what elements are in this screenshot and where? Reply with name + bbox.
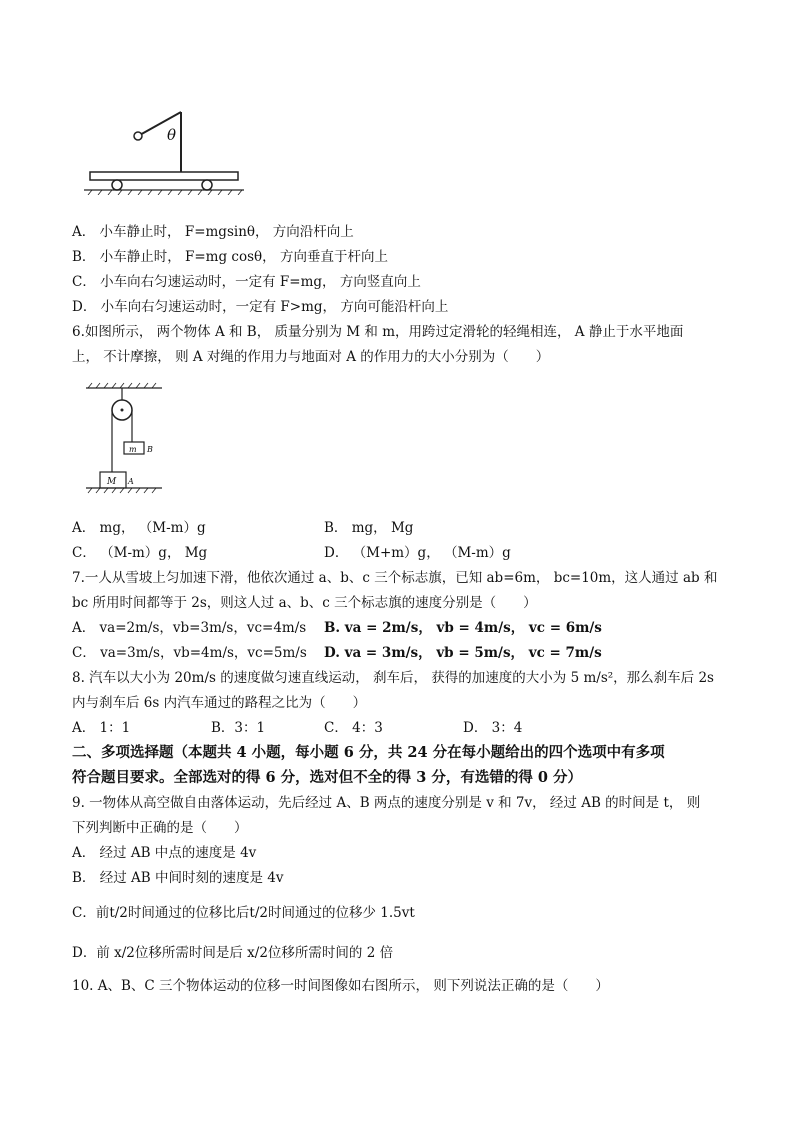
q7-option-c: C． va=3m/s，vb=4m/s，vc=5m/s [72,645,307,661]
block-b-name-label: B [147,445,153,454]
q8-stem-line1: 8. 汽车以大小为 20m/s 的速度做匀速直线运动， 刹车后， 获得的加速度的大小为 5 m/s²，那么刹车后 2s [72,670,714,686]
q8-option-a: A． 1：1 [72,720,131,736]
q8-option-c: C． 4：3 [324,720,383,736]
q8-stem-line2: 内与刹车后 6s 内汽车通过的路程之比为（ ） [72,695,367,711]
q6-option-c: C． （M-m）g， Mg [72,545,208,561]
q7-option-b: B. va = 2m/s， vb = 4m/s， vc = 6m/s [324,620,602,636]
q9-stem-line1: 9. 一物体从高空做自由落体运动，先后经过 A、B 两点的速度分别是 v 和 7v， 经过 AB 的时间是 t， 则 [72,795,701,811]
block-b-mass-label: m [129,445,137,454]
q9-option-a: A． 经过 AB 中点的速度是 4v [72,845,257,861]
pulley-figure [84,380,164,495]
q9-stem-line2: 下列判断中正确的是（ ） [72,820,248,836]
cart-rod-figure [82,100,252,195]
q8-option-b: B．3：1 [211,720,266,736]
q7-stem-line2: bc 所用时间都等于 2s，则这人过 a、b、c 三个标志旗的速度分别是（ ） [72,595,537,611]
q9-option-b: B． 经过 AB 中间时刻的速度是 4v [72,870,284,886]
q10-stem: 10. A、B、C 三个物体运动的位移一时间图像如右图所示， 则下列说法正确的是（ ） [72,978,609,994]
q9-option-d: D．前 x/2位移所需时间是后 x/2位移所需时间的 2 倍 [72,945,394,961]
q9-option-c: C．前t/2时间通过的位移比后t/2时间通过的位移少 1.5vt [72,905,415,921]
q6-option-a: A． mg， （M-m）g [72,520,206,536]
block-a-name-label: A [128,477,134,486]
theta-label: θ [167,126,177,144]
q6-option-d: D． （M+m）g， （M-m）g [324,545,511,561]
q8-option-d: D． 3：4 [463,720,523,736]
q5-option-b: B． 小车静止时， F=mg cosθ， 方向垂直于杆向上 [72,249,388,265]
q7-option-d: D. va = 3m/s， vb = 5m/s， vc = 7m/s [324,645,602,661]
q6-stem-line2: 上， 不计摩擦， 则 A 对绳的作用力与地面对 A 的作用力的大小分别为（ ） [72,349,550,365]
block-a-mass-label: M [107,477,117,487]
section-heading-line2: 符合题目要求。全部选对的得 6 分，选对但不全的得 3 分，有选错的得 0 分） [72,769,583,786]
q5-option-a: A． 小车静止时， F=mgsinθ， 方向沿杆向上 [72,224,354,240]
q7-option-a: A． va=2m/s，vb=3m/s，vc=4m/s [72,620,307,636]
q6-stem-line1: 6.如图所示， 两个物体 A 和 B， 质量分别为 M 和 m，用跨过定滑轮的轻绳相连， A 静止于水平地面 [72,324,684,340]
q7-stem-line1: 7.一人从雪坡上匀加速下滑，他依次通过 a、b、c 三个标志旗，已知 ab=6m， bc=10m，这人通过 ab 和 [72,570,718,586]
section-heading-line1: 二、多项选择题（本题共 4 小题，每小题 6 分，共 24 分在每小题给出的四个选项中有多项 [72,744,665,761]
q5-option-d: D． 小车向右匀速运动时，一定有 F>mg， 方向可能沿杆向上 [72,299,449,315]
q6-option-b: B． mg， Mg [324,520,414,536]
q5-option-c: C． 小车向右匀速运动时，一定有 F=mg， 方向竖直向上 [72,274,421,290]
